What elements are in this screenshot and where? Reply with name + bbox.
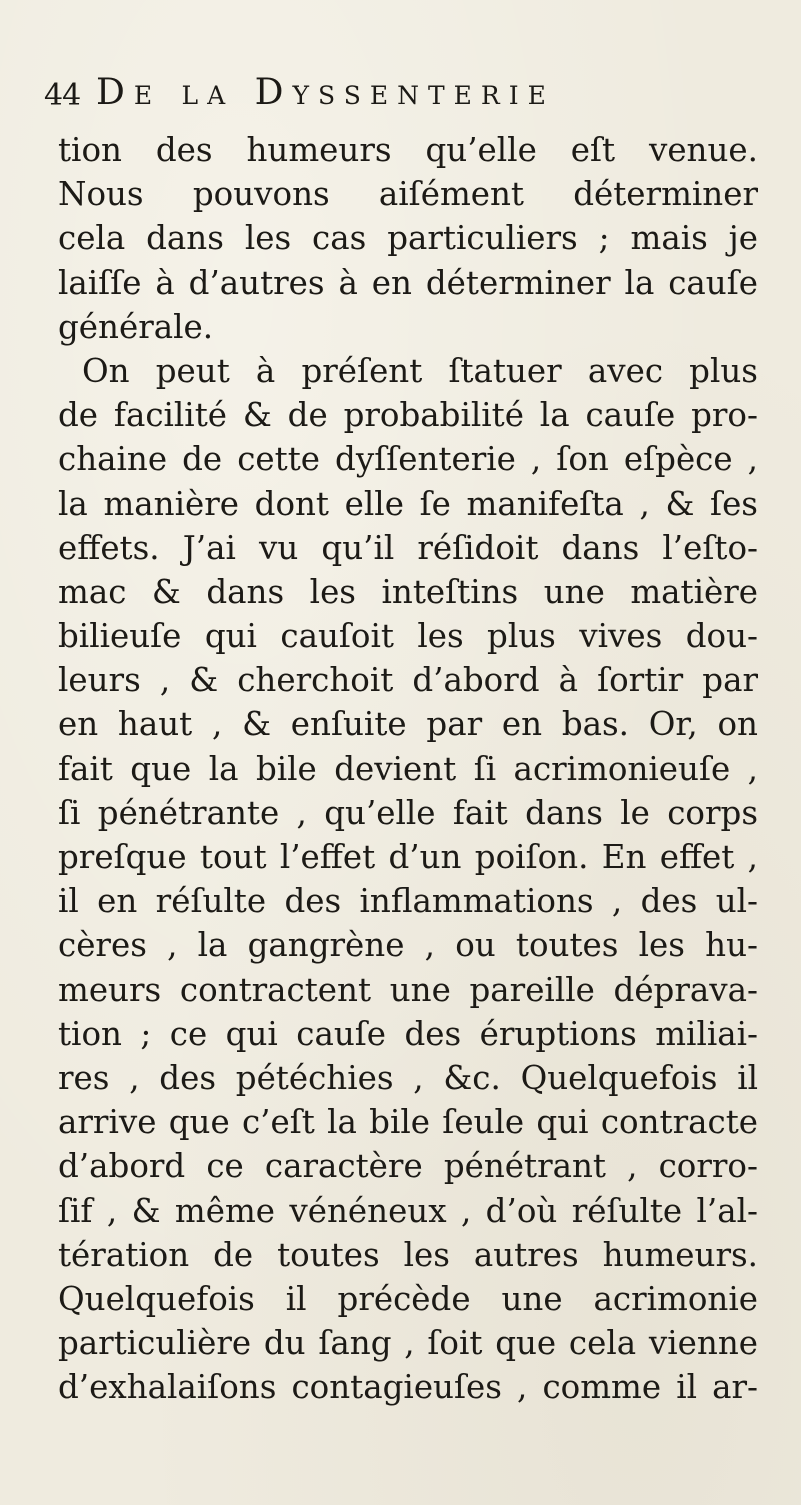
- running-head: [44, 72, 764, 116]
- text-line: tion des humeurs qu’elle eſt venue.: [58, 131, 758, 169]
- text-line: bilieuſe qui cauſoit les plus vives dou-: [58, 617, 758, 656]
- text-line: arrive que c’eſt la bile ſeule qui contracte: [58, 1103, 758, 1142]
- text-line: ſif , & même vénéneux , d’où réſulte l’al-: [58, 1191, 758, 1230]
- text-line: fait que la bile devient ſi acrimonieuſe ,: [58, 749, 758, 788]
- running-title: De la Dyssenterie: [96, 72, 555, 113]
- text-line: la manière dont elle ſe manifeſta , & ſes: [58, 484, 758, 523]
- text-line: ſi pénétrante , qu’elle fait dans le corps: [58, 793, 758, 832]
- text-line: tion ; ce qui cauſe des éruptions miliai-: [58, 1014, 758, 1053]
- text-line: mac & dans les inteſtins une matière: [58, 572, 758, 611]
- body-text: [58, 128, 758, 1409]
- text-line: en haut , & enſuite par en bas. Or, on: [58, 705, 758, 744]
- text-line: il en réſulte des inflammations , des ul-: [58, 882, 758, 921]
- text-line: de facilité & de probabilité la cauſe pro-: [58, 396, 758, 435]
- text-line: effets. J’ai vu qu’il réſidoit dans l’eſto-: [58, 528, 758, 567]
- text-line: Quelquefois il précède une acrimonie: [58, 1279, 758, 1318]
- text-line: preſque tout l’effet d’un poiſon. En effet ,: [58, 838, 758, 876]
- text-line: Nous pouvons aiſément déterminer: [58, 175, 758, 214]
- text-line: générale.: [58, 307, 214, 346]
- text-line: meurs contractent une pareille déprava-: [58, 970, 758, 1009]
- text-line: tération de toutes les autres humeurs.: [58, 1235, 758, 1274]
- text-line: d’abord ce caractère pénétrant , corro-: [58, 1147, 758, 1186]
- text-line: leurs , & cherchoit d’abord à ſortir par: [58, 661, 758, 700]
- page-number: 44: [44, 78, 81, 113]
- text-line: cela dans les cas particuliers ; mais je: [58, 219, 758, 258]
- text-line: d’exhalaiſons contagieuſes , comme il ar-: [58, 1368, 758, 1407]
- text-line: On peut à préſent ſtatuer avec plus: [82, 351, 758, 390]
- text-line: particulière du ſang , ſoit que cela vienne: [58, 1324, 758, 1363]
- text-line: chaine de cette dyſſenterie , ſon eſpèce ,: [58, 440, 758, 479]
- text-line: laiſſe à d’autres à en déterminer la cauſe: [58, 263, 758, 302]
- text-line: res , des pétéchies , &c. Quelquefois il: [58, 1058, 758, 1097]
- text-line: cères , la gangrène , ou toutes les hu-: [58, 926, 758, 965]
